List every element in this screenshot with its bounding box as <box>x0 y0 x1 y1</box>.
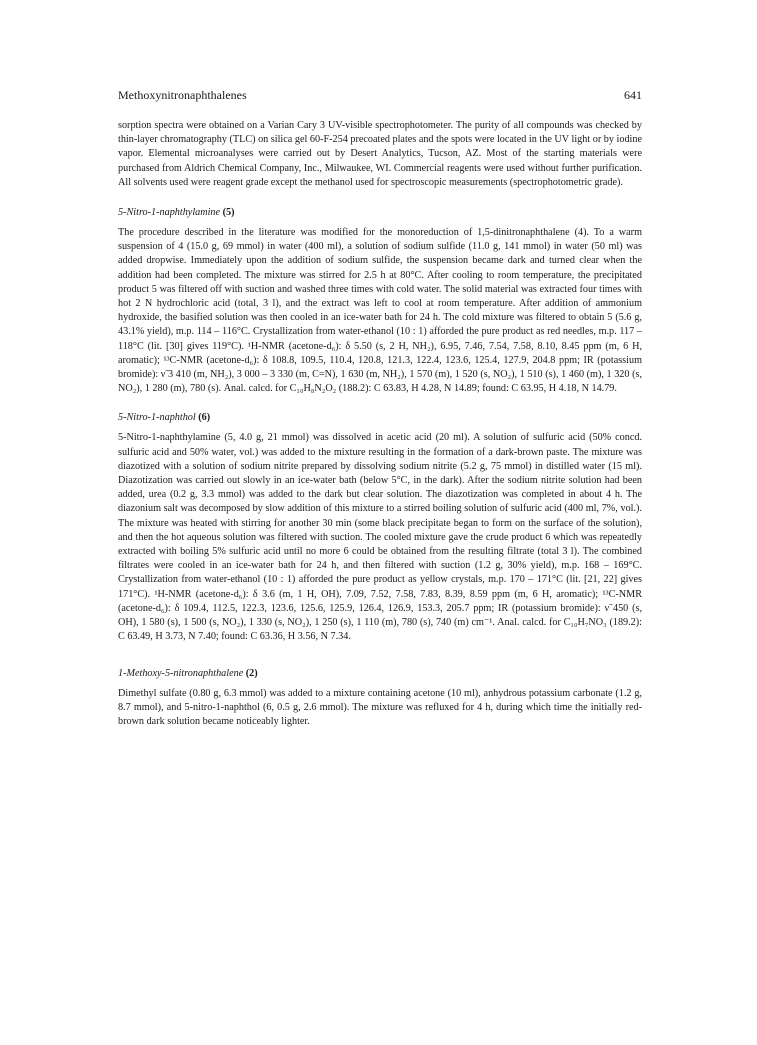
compound-number: (5) <box>222 207 235 219</box>
compound-number: (2) <box>245 667 258 679</box>
section-nitro-naphthylamine <box>118 206 642 396</box>
section-nitro-naphthol <box>118 411 642 644</box>
section-heading <box>118 667 642 681</box>
running-header <box>118 88 642 102</box>
page-number: 641 <box>624 88 642 102</box>
section-heading <box>118 206 642 220</box>
section-heading-text: 1-Methoxy-5-nitronaphthalene <box>118 667 244 679</box>
section-body: The procedure described in the literature was modified for the monoreduction of 1,5-dinitronaphthalene (4). To a warm suspension of 4 (15.0 g, 69 mmol) in water (400 ml), a solution of sodium sulfide (11.0 g, 141 mmol) in water (50 ml) was added dropwise. Immediately upon the addition of sodium sulfide, the suspension became dark and turned clear when the addition had been completed. The mixture was stirred for 2.5 h at 80°C. After cooling to room temperature, the precipitated product 5 was filtered off with suction and washed three times with cold water. The solid material was extracted four times with hot 2 N hydrochloric acid (total, 3 l), and the extract was left to cool at room temperature. After addition of ammonium hydroxide, the basified solution was then cooled in an ice-water bath for 24 h. The cold mixture was filtered to obtain 5 (5.6 g, 43.1% yield), m.p. 114 – 116°C. Crystallization from water-ethanol (10 : 1) afforded the pure product as red needles, m.p. 117 – 118°C (lit. [30] gives 119°C). ¹H-NMR (acetone-d₆): δ 5.50 (s, 2 H, NH₂), 6.95, 7.46, 7.54, 7.58, 8.10, 8.45 ppm (m, 6 H, aromatic); ¹³C-NMR (acetone-d₆): δ 108.8, 109.5, 110.4, 120.8, 121.3, 122.4, 123.6, 125.4, 127.9, 204.8 ppm; IR (potassium bromide): ν̃ 3 410 (m, NH₂), 3 000 – 3 330 (m, C=N), 1 630 (m, NH₂), 1 570 (m), 1 520 (s, NO₂), 1 510 (s), 1 460 (m), 1 320 (s, NO₂), 1 280 (m), 780 (s). Anal. calcd. for C₁₀H₈N₂O₂ (188.2): C 63.83, H 4.28, N 14.89; found: C 63.95, H 4.18, N 14.79. <box>118 227 642 395</box>
compound-number: (6) <box>198 412 211 424</box>
document-page <box>118 88 642 729</box>
section-heading-text: 5-Nitro-1-naphthylamine <box>118 207 221 219</box>
section-methoxy-nitronaphthalene <box>118 667 642 730</box>
running-title: Methoxynitronaphthalenes <box>118 88 247 102</box>
section-heading <box>118 411 642 425</box>
section-body: Dimethyl sulfate (0.80 g, 6.3 mmol) was added to a mixture containing acetone (10 ml), anhydrous potassium carbonate (1.2 g, 8.7 mmol), and 5-nitro-1-naphthol (6, 0.5 g, 2.6 mmol). The mixture was refluxed for 4 h, during which time the initially red-brown dark solution became noticeably lighter. <box>118 687 642 727</box>
section-body: 5-Nitro-1-naphthylamine (5, 4.0 g, 21 mmol) was dissolved in acetic acid (20 ml). A solution of sulfuric acid (50% concd. sulfuric acid and 50% water, vol.) was added to the mixture resulting in the formation of a dark-brown paste. The mixture was diazotized with a solution of sodium nitrite prepared by dissolving sodium nitrite (5.2 g, 75 mmol) in distilled water (15 ml). Diazotization was carried out slowly in an ice-water bath (below 5°C, in the dark). After the sodium nitrite solution had been added, urea (0.2 g, 3.3 mmol) was added to the dark but clear solution. The diazotization was completed in about 4 h. The diazonium salt was decomposed by slow addition of this mixture to a stirred boiling solution of sulfuric acid (400 ml, 7%, vol.). The mixture was heated with stirring for another 30 min (some black precipitate began to form on the surface of the solution), and then the hot aqueous solution was filtered with suction. The cooled mixture gave the crude product 6 which was repeatedly extracted with boiling 5% sulfuric acid until no more 6 could be obtained from the resulting filtrate (total 3 l). The combined filtrates were cooled in an ice-water bath for 24 h, and then filtered with suction (1.2 g, 30% yield), m.p. 168 – 169°C. Crystallization from water-ethanol (10 : 1) afforded the pure product as yellow crystals, m.p. 170 – 171°C (lit. [21, 22] gives 171°C). ¹H-NMR (acetone-d₆): δ 3.6 (m, 1 H, OH), 7.09, 7.52, 7.58, 7.83, 8.39, 8.59 ppm (m, 6 H, aromatic); ¹³C-NMR (acetone-d₆): δ 109.4, 112.5, 122.3, 123.6, 125.6, 125.9, 126.4, 126.9, 153.3, 205.7 ppm; IR (potassium bromide): ν̃ 450 (s, OH), 1 580 (s), 1 500 (s, NO₂), 1 330 (s, NO₂), 1 250 (s), 1 110 (m), 780 (s), 740 (m) cm⁻¹. Anal. calcd. for C₁₀H₇NO₃ (189.2): C 63.49, H 3.73, N 7.40; found: C 63.36, H 3.56, N 7.34. <box>118 432 642 643</box>
intro-paragraph: sorption spectra were obtained on a Varian Cary 3 UV-visible spectrophotometer. The purity of all compounds was checked by thin-layer chromatography (TLC) on silica gel 60-F-254 precoated plates and the spots were located in the UV light or by iodine vapor. Elemental microanalyses were carried out by Desert Analytics, Tucson, AZ. Most of the starting materials were purchased from Aldrich Chemical Company, Inc., Milwaukee, WI. Commercial reagents were used without further purification. All solvents used were reagent grade except the methanol used for spectroscopic measurements (spectrophotometric grade). <box>118 120 642 188</box>
section-heading-text: 5-Nitro-1-naphthol <box>118 412 196 424</box>
